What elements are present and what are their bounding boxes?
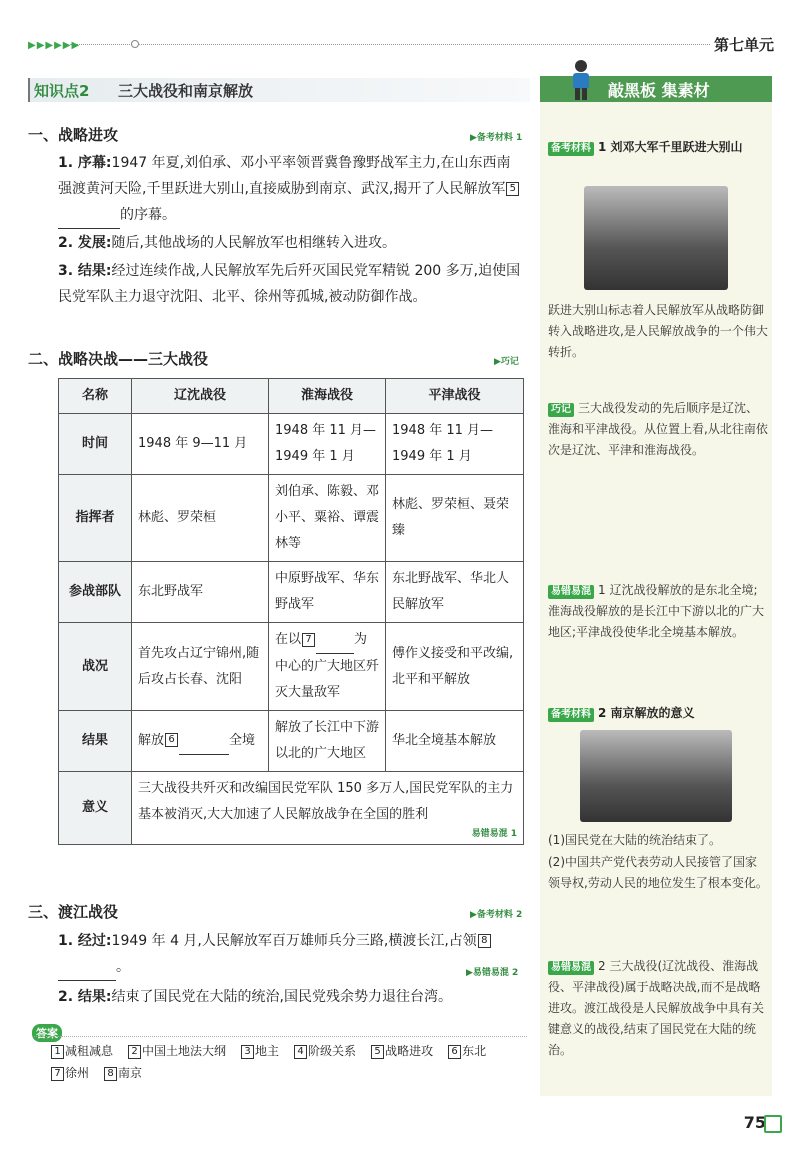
row-label: 指挥者 [59, 475, 132, 562]
table-cell: 林彪、罗荣桓、聂荣臻 [386, 475, 524, 562]
answer-number: 8 [104, 1067, 117, 1081]
para-text: 结束了国民党在大陆的统治,国民党残余势力退往台湾。 [111, 989, 452, 1005]
table-row [59, 414, 524, 475]
table-cell: 华北全境基本解放 [386, 711, 524, 772]
unit-title: 第七单元 [713, 36, 774, 54]
para-text-end: 。 [116, 959, 130, 975]
material-title: 1 刘邓大军千里跃进大别山 [598, 140, 743, 154]
answer-text: 中国土地法大纲 [142, 1044, 227, 1058]
answer-item [447, 1044, 486, 1058]
table-row [59, 711, 524, 772]
table-cell-significance [132, 772, 524, 845]
cell-text: 为中心的广大地区歼灭大量敌军 [275, 632, 380, 700]
significance-text: 三大战役共歼灭和改编国民党军队 150 多万人,国民党军队的主力基本被消灭,大大加速了人民解放战争在全国的胜利 [138, 781, 514, 822]
answer-item [293, 1044, 356, 1058]
table-row [59, 475, 524, 562]
battles-table [58, 378, 524, 845]
mnemonic-text: 三大战役发动的先后顺序是辽沈、淮海和平津战役。从位置上看,从北往南依次是辽沈、平津和淮海战役。 [548, 401, 768, 457]
table-cell: 解放了长江中下游以北的广大地区 [269, 711, 386, 772]
section-3-tag: ▶备考材料 2 [470, 910, 523, 920]
blank-number: 7 [302, 633, 315, 647]
answer-text: 地主 [255, 1044, 280, 1058]
section-3-para-2 [58, 984, 524, 1010]
table-row [59, 562, 524, 623]
table-header-cell: 辽沈战役 [132, 379, 269, 414]
answer-blank [316, 627, 354, 654]
answer-row-1 [50, 1042, 500, 1059]
material-1-text: 跃进大别山标志着人民解放军从战略防御转入战略进攻,是人民解放战争的一个伟大转折。 [548, 303, 768, 359]
header-arrows-icon: ▶▶▶▶▶▶ [28, 40, 81, 51]
row-label: 意义 [59, 772, 132, 845]
error-note-2 [548, 956, 768, 1061]
table-header-row [59, 379, 524, 414]
answer-number: 1 [51, 1045, 64, 1059]
mnemonic-tag: 巧记 [548, 403, 574, 417]
error-text: 1 辽沈战役解放的是东北全境;淮海战役解放的是长江中下游以北的广大地区;平津战役使华北全境基本解放。 [548, 583, 765, 639]
answer-item [103, 1066, 142, 1080]
march-photo [584, 186, 728, 290]
answer-label: 答案 [32, 1024, 62, 1042]
error-tag: 易错易混 [548, 961, 594, 975]
row-label: 参战部队 [59, 562, 132, 623]
answer-text: 南京 [118, 1066, 143, 1080]
section-1-para-1 [58, 150, 524, 229]
material-2 [548, 702, 768, 724]
header-rule [70, 44, 710, 45]
answer-row-2 [50, 1064, 156, 1081]
para-label: 1. 序幕: [58, 155, 112, 171]
table-header-cell: 平津战役 [386, 379, 524, 414]
para-text: 1947 年夏,刘伯承、邓小平率领晋冀鲁豫野战军主力,在山东西南强渡黄河天险,千里跃进大别山,直接威胁到南京、武汉,揭开了人民解放军 [58, 155, 511, 197]
table-header-cell: 名称 [59, 379, 132, 414]
table-cell: 首先攻占辽宁锦州,随后攻占长春、沈阳 [132, 623, 269, 711]
para-label: 2. 结果: [58, 989, 112, 1005]
table-cell: 林彪、罗荣桓 [132, 475, 269, 562]
answer-number: 4 [294, 1045, 307, 1059]
mnemonic-note [548, 398, 768, 461]
answer-number: 2 [128, 1045, 141, 1059]
answer-number: 6 [448, 1045, 461, 1059]
answer-number: 7 [51, 1067, 64, 1081]
answer-text: 徐州 [65, 1066, 90, 1080]
table-cell: 中原野战军、华东野战军 [269, 562, 386, 623]
significance-note: 易错易混 1 [471, 829, 517, 839]
para-text: 随后,其他战场的人民解放军也相继转入进攻。 [111, 235, 396, 251]
para-text: 1949 年 4 月,人民解放军百万雄师兵分三路,横渡长江,占领 [111, 933, 477, 949]
material-tag: 备考材料 [548, 708, 594, 722]
table-row [59, 772, 524, 845]
material-tag: 备考材料 [548, 142, 594, 156]
section-1-heading: 一、战略进攻 [28, 126, 119, 144]
answer-number: 5 [371, 1045, 384, 1059]
answer-item [127, 1044, 226, 1058]
cell-text: 解放 [138, 732, 165, 748]
section-1-tag: ▶备考材料 1 [470, 133, 523, 143]
row-label: 战况 [59, 623, 132, 711]
answer-item [370, 1044, 433, 1058]
answer-text: 战略进攻 [385, 1044, 434, 1058]
section-1-para-2 [58, 230, 524, 256]
teacher-icon [566, 58, 596, 102]
section-3-para-tag: ▶易错易混 2 [466, 968, 519, 978]
answer-number: 3 [241, 1045, 254, 1059]
answer-item [50, 1044, 113, 1058]
section-2-heading: 二、战略决战——三大战役 [28, 350, 209, 368]
cell-text: 在以 [275, 632, 302, 647]
row-label: 时间 [59, 414, 132, 475]
section-3-para-1 [58, 928, 524, 981]
section-2-tag: ▶巧记 [494, 357, 519, 367]
error-note-1 [548, 580, 768, 643]
knowledge-point-title: 三大战役和南京解放 [118, 82, 254, 100]
blank-number: 5 [506, 182, 519, 196]
para-text-end: 的序幕。 [120, 207, 176, 223]
answer-blank [58, 954, 116, 981]
knowledge-point-bar [28, 78, 530, 102]
nanjing-photo [580, 730, 732, 822]
header-circle-icon [131, 40, 139, 48]
section-1-para-3 [58, 258, 524, 310]
para-text: 经过连续作战,人民解放军先后歼灭国民党军精锐 200 多万,迫使国民党军队主力退守沈阳、北平、徐州等孤城,被动防御作战。 [58, 263, 521, 305]
answer-text: 减租减息 [65, 1044, 114, 1058]
answer-item [50, 1066, 89, 1080]
material-2-point-2: (2)中国共产党代表劳动人民接管了国家领导权,劳动人民的地位发生了根本变化。 [548, 855, 768, 890]
material-1 [548, 136, 768, 158]
table-cell [269, 623, 386, 711]
sidebar-header-title: 敲黑板 集素材 [608, 81, 710, 100]
answer-blank [58, 202, 120, 229]
error-text: 2 三大战役(辽沈战役、淮海战役、平津战役)属于战略决战,而不是战略进攻。渡江战役是人民解放战争中具有关键意义的战役,结束了国民党在大陆的统治。 [548, 959, 765, 1057]
table-cell: 东北野战军 [132, 562, 269, 623]
answer-text: 东北 [462, 1044, 487, 1058]
material-2-point-1: (1)国民党在大陆的统治结束了。 [548, 833, 721, 847]
table-cell: 刘伯承、陈毅、邓小平、粟裕、谭震林等 [269, 475, 386, 562]
answer-blank [179, 728, 229, 755]
para-label: 1. 经过: [58, 933, 112, 949]
page-number: 75 [743, 1113, 766, 1132]
table-cell: 傅作义接受和平改编,北平和平解放 [386, 623, 524, 711]
para-label: 2. 发展: [58, 235, 112, 251]
table-cell: 1948 年 9—11 月 [132, 414, 269, 475]
book-icon [764, 1115, 782, 1133]
table-header-cell: 淮海战役 [269, 379, 386, 414]
section-3-heading: 三、渡江战役 [28, 903, 119, 921]
material-title: 2 南京解放的意义 [598, 706, 695, 720]
answer-rule [32, 1036, 527, 1037]
blank-number: 6 [165, 733, 178, 747]
answer-text: 阶级关系 [308, 1044, 357, 1058]
table-cell: 东北野战军、华北人民解放军 [386, 562, 524, 623]
table-cell [132, 711, 269, 772]
table-row [59, 623, 524, 711]
knowledge-point-label: 知识点2 [34, 82, 90, 100]
table-cell: 1948 年 11 月—1949 年 1 月 [386, 414, 524, 475]
blank-number: 8 [478, 934, 491, 948]
answer-item [240, 1044, 279, 1058]
para-label: 3. 结果: [58, 263, 112, 279]
error-tag: 易错易混 [548, 585, 594, 599]
table-cell: 1948 年 11 月—1949 年 1 月 [269, 414, 386, 475]
row-label: 结果 [59, 711, 132, 772]
cell-text: 全境 [229, 732, 256, 748]
